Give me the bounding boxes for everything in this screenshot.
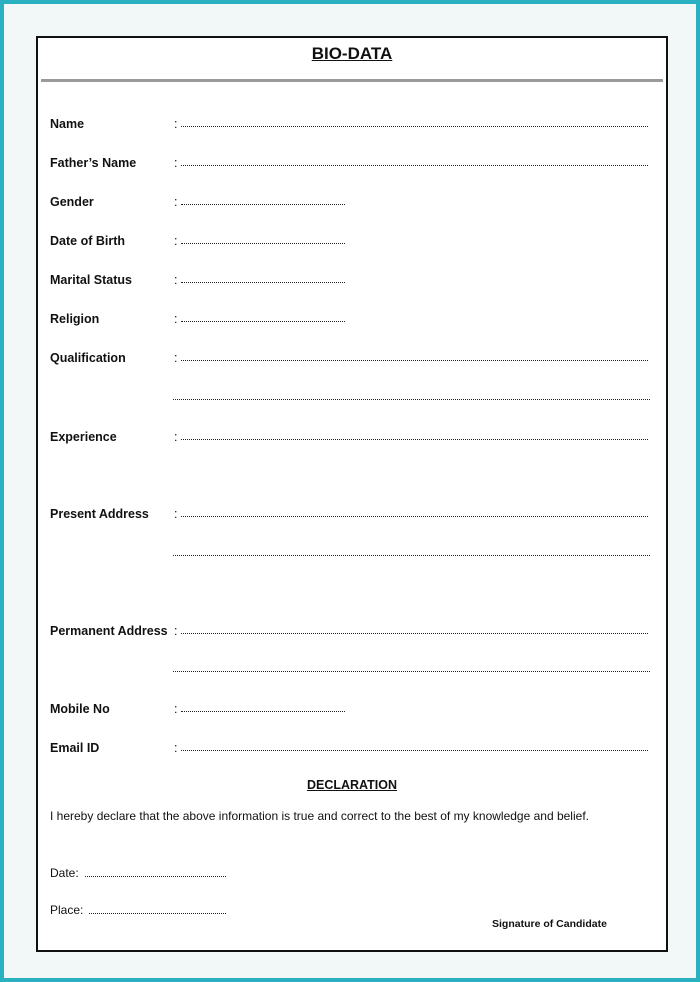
religion-colon: : — [174, 312, 178, 326]
experience-field[interactable] — [181, 439, 648, 440]
date-of-birth-field[interactable] — [181, 243, 345, 244]
fathers-name-colon: : — [174, 156, 178, 170]
name-label: Name — [50, 117, 85, 131]
name-field[interactable] — [181, 126, 648, 127]
declaration-heading: DECLARATION — [306, 778, 398, 792]
present-address-field[interactable] — [181, 516, 648, 517]
email-id-colon: : — [174, 741, 178, 755]
experience-label: Experience — [50, 430, 117, 444]
mobile-no-colon: : — [174, 702, 178, 716]
date-of-birth-label: Date of Birth — [50, 234, 125, 248]
date-field[interactable] — [85, 876, 226, 877]
declaration-text: I hereby declare that the above information is true and correct to the best of my knowledge and belief. — [50, 809, 589, 823]
gender-field[interactable] — [181, 204, 345, 205]
present-address-label: Present Address — [50, 507, 149, 521]
place-label: Place: — [50, 903, 84, 917]
mobile-no-label: Mobile No — [50, 702, 110, 716]
document-title: BIO-DATA — [311, 44, 393, 63]
present-address-field-line-2[interactable] — [173, 555, 650, 556]
biodata-sheet — [36, 36, 668, 952]
gender-label: Gender — [50, 195, 94, 209]
mobile-no-field[interactable] — [181, 711, 345, 712]
qualification-field[interactable] — [181, 360, 648, 361]
experience-colon: : — [174, 430, 178, 444]
place-field[interactable] — [89, 913, 226, 914]
qualification-field-line-2[interactable] — [173, 399, 650, 400]
marital-status-colon: : — [174, 273, 178, 287]
marital-status-field[interactable] — [181, 282, 345, 283]
present-address-colon: : — [174, 507, 178, 521]
religion-field[interactable] — [181, 321, 345, 322]
date-of-birth-colon: : — [174, 234, 178, 248]
qualification-label: Qualification — [50, 351, 126, 365]
gender-colon: : — [174, 195, 178, 209]
email-id-label: Email ID — [50, 741, 100, 755]
permanent-address-field[interactable] — [181, 633, 648, 634]
fathers-name-field[interactable] — [181, 165, 648, 166]
qualification-colon: : — [174, 351, 178, 365]
marital-status-label: Marital Status — [50, 273, 132, 287]
fathers-name-label: Father’s Name — [50, 156, 137, 170]
permanent-address-label: Permanent Address — [50, 624, 168, 638]
date-label: Date: — [50, 866, 79, 880]
signature-label: Signature of Candidate — [492, 918, 607, 930]
name-colon: : — [174, 117, 178, 131]
religion-label: Religion — [50, 312, 100, 326]
title-divider — [41, 79, 663, 82]
email-id-field[interactable] — [181, 750, 648, 751]
permanent-address-field-line-2[interactable] — [173, 671, 650, 672]
permanent-address-colon: : — [174, 624, 178, 638]
